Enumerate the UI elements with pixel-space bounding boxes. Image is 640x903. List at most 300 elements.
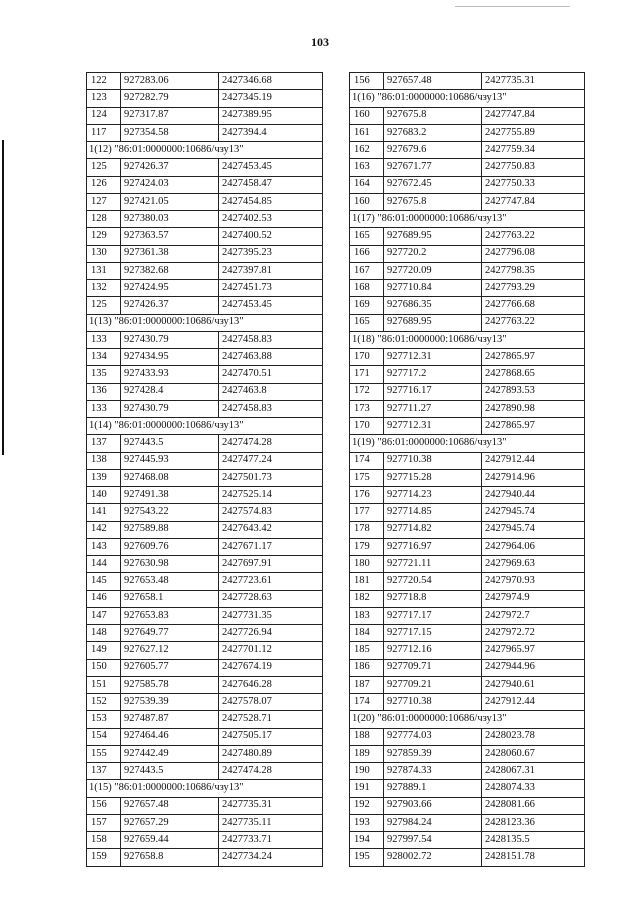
y-coordinate: 2427735.31 <box>482 73 585 90</box>
point-number: 127 <box>87 193 121 210</box>
coordinate-row <box>87 262 323 279</box>
coordinate-row <box>350 366 585 383</box>
coordinate-row <box>350 349 585 366</box>
x-coordinate: 927717.15 <box>384 625 482 642</box>
y-coordinate: 2427944.96 <box>482 659 585 676</box>
y-coordinate: 2427451.73 <box>219 280 323 297</box>
x-coordinate: 927657.29 <box>121 814 219 831</box>
point-number: 129 <box>87 228 121 245</box>
coordinate-row <box>87 711 323 728</box>
point-number: 177 <box>350 504 384 521</box>
point-number: 135 <box>87 366 121 383</box>
x-coordinate: 927720.09 <box>384 262 482 279</box>
y-coordinate: 2427480.89 <box>219 745 323 762</box>
point-number: 146 <box>87 590 121 607</box>
y-coordinate: 2427865.97 <box>482 349 585 366</box>
y-coordinate: 2427731.35 <box>219 607 323 624</box>
point-number: 182 <box>350 590 384 607</box>
y-coordinate: 2427697.91 <box>219 556 323 573</box>
y-coordinate: 2427453.45 <box>219 297 323 314</box>
x-coordinate: 927657.48 <box>384 73 482 90</box>
parcel-header: 1(17) "86:01:0000000:10686/чзу13" <box>350 211 585 228</box>
y-coordinate: 2427397.81 <box>219 262 323 279</box>
y-coordinate: 2427394.4 <box>219 124 323 141</box>
point-number: 150 <box>87 659 121 676</box>
y-coordinate: 2427470.51 <box>219 366 323 383</box>
y-coordinate: 2427474.28 <box>219 763 323 780</box>
coordinate-row <box>350 176 585 193</box>
coordinate-row <box>350 159 585 176</box>
coordinate-row <box>350 763 585 780</box>
x-coordinate: 927686.35 <box>384 297 482 314</box>
y-coordinate: 2427766.68 <box>482 297 585 314</box>
y-coordinate: 2427965.97 <box>482 642 585 659</box>
parcel-header: 1(13) "86:01:0000000:10686/чзу13" <box>87 314 323 331</box>
y-coordinate: 2427893.53 <box>482 383 585 400</box>
margin-binding-bar <box>2 140 4 455</box>
point-number: 141 <box>87 504 121 521</box>
parcel-header-row <box>350 711 585 728</box>
x-coordinate: 927657.48 <box>121 797 219 814</box>
coordinate-row <box>87 573 323 590</box>
point-number: 152 <box>87 694 121 711</box>
y-coordinate: 2428123.36 <box>482 814 585 831</box>
y-coordinate: 2427735.11 <box>219 814 323 831</box>
coordinate-row <box>87 107 323 124</box>
point-number: 144 <box>87 556 121 573</box>
x-coordinate: 927889.1 <box>384 780 482 797</box>
coordinate-row <box>87 676 323 693</box>
point-number: 125 <box>87 297 121 314</box>
coordinate-row <box>87 538 323 555</box>
coordinate-row <box>87 159 323 176</box>
x-coordinate: 927464.46 <box>121 728 219 745</box>
point-number: 122 <box>87 73 121 90</box>
page-number: 103 <box>311 35 329 49</box>
point-number: 164 <box>350 176 384 193</box>
x-coordinate: 927491.38 <box>121 487 219 504</box>
coordinate-row <box>350 728 585 745</box>
y-coordinate: 2427458.47 <box>219 176 323 193</box>
coordinate-row <box>87 73 323 90</box>
point-number: 156 <box>87 797 121 814</box>
y-coordinate: 2427750.33 <box>482 176 585 193</box>
coordinate-row <box>350 607 585 624</box>
coordinate-row <box>87 90 323 107</box>
coordinate-row <box>87 832 323 849</box>
coordinate-row <box>87 435 323 452</box>
y-coordinate: 2428060.67 <box>482 745 585 762</box>
y-coordinate: 2427970.93 <box>482 573 585 590</box>
point-number: 170 <box>350 349 384 366</box>
x-coordinate: 927720.2 <box>384 245 482 262</box>
x-coordinate: 927712.31 <box>384 349 482 366</box>
y-coordinate: 2427674.19 <box>219 659 323 676</box>
coordinate-row <box>350 745 585 762</box>
y-coordinate: 2427763.22 <box>482 228 585 245</box>
y-coordinate: 2427763.22 <box>482 314 585 331</box>
point-number: 169 <box>350 297 384 314</box>
coordinate-row <box>350 142 585 159</box>
y-coordinate: 2427454.85 <box>219 193 323 210</box>
coordinate-row <box>350 73 585 90</box>
parcel-header-row <box>350 331 585 348</box>
y-coordinate: 2427940.44 <box>482 487 585 504</box>
coordinate-row <box>350 556 585 573</box>
x-coordinate: 927605.77 <box>121 659 219 676</box>
x-coordinate: 927679.6 <box>384 142 482 159</box>
point-number: 158 <box>87 832 121 849</box>
top-decorative-rule <box>455 6 570 7</box>
x-coordinate: 927714.82 <box>384 521 482 538</box>
x-coordinate: 927627.12 <box>121 642 219 659</box>
point-number: 161 <box>350 124 384 141</box>
coordinate-row <box>350 262 585 279</box>
point-number: 123 <box>87 90 121 107</box>
y-coordinate: 2427796.08 <box>482 245 585 262</box>
point-number: 143 <box>87 538 121 555</box>
x-coordinate: 927671.77 <box>384 159 482 176</box>
point-number: 187 <box>350 676 384 693</box>
x-coordinate: 927361.38 <box>121 245 219 262</box>
x-coordinate: 927653.83 <box>121 607 219 624</box>
point-number: 192 <box>350 797 384 814</box>
x-coordinate: 927710.38 <box>384 452 482 469</box>
point-number: 175 <box>350 469 384 486</box>
parcel-header-row <box>87 780 323 797</box>
y-coordinate: 2427865.97 <box>482 418 585 435</box>
parcel-header: 1(14) "86:01:0000000:10686/чзу13" <box>87 418 323 435</box>
point-number: 183 <box>350 607 384 624</box>
y-coordinate: 2427505.17 <box>219 728 323 745</box>
point-number: 137 <box>87 435 121 452</box>
x-coordinate: 927653.48 <box>121 573 219 590</box>
coordinate-row <box>350 642 585 659</box>
x-coordinate: 927675.8 <box>384 107 482 124</box>
point-number: 153 <box>87 711 121 728</box>
x-coordinate: 927539.39 <box>121 694 219 711</box>
point-number: 174 <box>350 452 384 469</box>
coordinate-row <box>87 504 323 521</box>
coordinate-row <box>350 383 585 400</box>
point-number: 155 <box>87 745 121 762</box>
point-number: 162 <box>350 142 384 159</box>
coordinate-row <box>87 797 323 814</box>
y-coordinate: 2427345.19 <box>219 90 323 107</box>
y-coordinate: 2427747.84 <box>482 193 585 210</box>
x-coordinate: 927589.88 <box>121 521 219 538</box>
point-number: 136 <box>87 383 121 400</box>
y-coordinate: 2427346.68 <box>219 73 323 90</box>
point-number: 193 <box>350 814 384 831</box>
coordinate-row <box>350 573 585 590</box>
x-coordinate: 927649.77 <box>121 625 219 642</box>
coordinate-row <box>350 590 585 607</box>
point-number: 165 <box>350 228 384 245</box>
y-coordinate: 2427914.96 <box>482 469 585 486</box>
x-coordinate: 927903.66 <box>384 797 482 814</box>
x-coordinate: 927426.37 <box>121 297 219 314</box>
point-number: 126 <box>87 176 121 193</box>
coordinate-row <box>87 280 323 297</box>
coordinate-row <box>350 418 585 435</box>
x-coordinate: 927468.08 <box>121 469 219 486</box>
coordinate-row <box>87 245 323 262</box>
x-coordinate: 927434.95 <box>121 349 219 366</box>
x-coordinate: 927672.45 <box>384 176 482 193</box>
coordinate-row <box>87 625 323 642</box>
y-coordinate: 2428135.5 <box>482 832 585 849</box>
point-number: 124 <box>87 107 121 124</box>
x-coordinate: 927709.71 <box>384 659 482 676</box>
coordinate-row <box>87 694 323 711</box>
y-coordinate: 2427868.65 <box>482 366 585 383</box>
coordinate-row <box>87 452 323 469</box>
point-number: 179 <box>350 538 384 555</box>
parcel-header: 1(19) "86:01:0000000:10686/чзу13" <box>350 435 585 452</box>
point-number: 178 <box>350 521 384 538</box>
y-coordinate: 2427755.89 <box>482 124 585 141</box>
coordinate-row <box>87 659 323 676</box>
y-coordinate: 2428081.66 <box>482 797 585 814</box>
point-number: 130 <box>87 245 121 262</box>
x-coordinate: 927543.22 <box>121 504 219 521</box>
y-coordinate: 2427945.74 <box>482 521 585 538</box>
parcel-header-row <box>87 314 323 331</box>
coordinate-row <box>87 487 323 504</box>
coordinate-row <box>87 297 323 314</box>
y-coordinate: 2427912.44 <box>482 452 585 469</box>
x-coordinate: 927683.2 <box>384 124 482 141</box>
point-number: 159 <box>87 849 121 866</box>
coordinate-row <box>350 400 585 417</box>
coordinate-row <box>350 694 585 711</box>
y-coordinate: 2427798.35 <box>482 262 585 279</box>
coordinates-table-left <box>86 72 323 867</box>
point-number: 160 <box>350 107 384 124</box>
point-number: 132 <box>87 280 121 297</box>
x-coordinate: 927380.03 <box>121 211 219 228</box>
x-coordinate: 927718.8 <box>384 590 482 607</box>
x-coordinate: 927283.06 <box>121 73 219 90</box>
point-number: 181 <box>350 573 384 590</box>
point-number: 128 <box>87 211 121 228</box>
point-number: 156 <box>350 73 384 90</box>
point-number: 117 <box>87 124 121 141</box>
y-coordinate: 2427733.71 <box>219 832 323 849</box>
x-coordinate: 927442.49 <box>121 745 219 762</box>
y-coordinate: 2428023.78 <box>482 728 585 745</box>
x-coordinate: 927715.28 <box>384 469 482 486</box>
parcel-header: 1(18) "86:01:0000000:10686/чзу13" <box>350 331 585 348</box>
x-coordinate: 927774.03 <box>384 728 482 745</box>
point-number: 172 <box>350 383 384 400</box>
x-coordinate: 927714.23 <box>384 487 482 504</box>
y-coordinate: 2427964.06 <box>482 538 585 555</box>
coordinate-row <box>350 676 585 693</box>
y-coordinate: 2427395.23 <box>219 245 323 262</box>
point-number: 142 <box>87 521 121 538</box>
x-coordinate: 927997.54 <box>384 832 482 849</box>
coordinate-row <box>350 314 585 331</box>
point-number: 168 <box>350 280 384 297</box>
point-number: 137 <box>87 763 121 780</box>
y-coordinate: 2427940.61 <box>482 676 585 693</box>
point-number: 176 <box>350 487 384 504</box>
coordinate-row <box>350 832 585 849</box>
point-number: 147 <box>87 607 121 624</box>
y-coordinate: 2427723.61 <box>219 573 323 590</box>
y-coordinate: 2427750.83 <box>482 159 585 176</box>
coordinate-row <box>87 124 323 141</box>
y-coordinate: 2427574.83 <box>219 504 323 521</box>
y-coordinate: 2427646.28 <box>219 676 323 693</box>
coordinate-row <box>87 383 323 400</box>
coordinate-row <box>87 763 323 780</box>
x-coordinate: 927443.5 <box>121 435 219 452</box>
coordinate-row <box>350 245 585 262</box>
y-coordinate: 2427735.31 <box>219 797 323 814</box>
x-coordinate: 927659.44 <box>121 832 219 849</box>
x-coordinate: 927363.57 <box>121 228 219 245</box>
point-number: 186 <box>350 659 384 676</box>
parcel-header-row <box>87 142 323 159</box>
y-coordinate: 2427389.95 <box>219 107 323 124</box>
y-coordinate: 2428074.33 <box>482 780 585 797</box>
y-coordinate: 2427734.24 <box>219 849 323 866</box>
y-coordinate: 2427945.74 <box>482 504 585 521</box>
point-number: 131 <box>87 262 121 279</box>
coordinate-row <box>87 400 323 417</box>
y-coordinate: 2427453.45 <box>219 159 323 176</box>
point-number: 140 <box>87 487 121 504</box>
y-coordinate: 2427501.73 <box>219 469 323 486</box>
x-coordinate: 927430.79 <box>121 400 219 417</box>
coordinate-row <box>350 107 585 124</box>
coordinate-row <box>350 849 585 866</box>
point-number: 191 <box>350 780 384 797</box>
x-coordinate: 927421.05 <box>121 193 219 210</box>
point-number: 171 <box>350 366 384 383</box>
point-number: 180 <box>350 556 384 573</box>
x-coordinate: 927430.79 <box>121 331 219 348</box>
x-coordinate: 927609.76 <box>121 538 219 555</box>
x-coordinate: 927709.21 <box>384 676 482 693</box>
y-coordinate: 2427474.28 <box>219 435 323 452</box>
x-coordinate: 927658.1 <box>121 590 219 607</box>
point-number: 139 <box>87 469 121 486</box>
point-number: 190 <box>350 763 384 780</box>
point-number: 133 <box>87 331 121 348</box>
y-coordinate: 2427701.12 <box>219 642 323 659</box>
point-number: 195 <box>350 849 384 866</box>
coordinate-row <box>350 452 585 469</box>
x-coordinate: 927689.95 <box>384 314 482 331</box>
parcel-header-row <box>350 90 585 107</box>
y-coordinate: 2427890.98 <box>482 400 585 417</box>
point-number: 163 <box>350 159 384 176</box>
parcel-header-row <box>350 211 585 228</box>
y-coordinate: 2427400.52 <box>219 228 323 245</box>
coordinate-row <box>87 745 323 762</box>
x-coordinate: 927859.39 <box>384 745 482 762</box>
coordinate-row <box>87 814 323 831</box>
point-number: 166 <box>350 245 384 262</box>
x-coordinate: 927710.38 <box>384 694 482 711</box>
x-coordinate: 927714.85 <box>384 504 482 521</box>
coordinate-row <box>350 797 585 814</box>
y-coordinate: 2427458.83 <box>219 331 323 348</box>
y-coordinate: 2427972.7 <box>482 607 585 624</box>
point-number: 167 <box>350 262 384 279</box>
x-coordinate: 927424.03 <box>121 176 219 193</box>
point-number: 134 <box>87 349 121 366</box>
coordinate-row <box>350 538 585 555</box>
y-coordinate: 2427458.83 <box>219 400 323 417</box>
point-number: 154 <box>87 728 121 745</box>
x-coordinate: 927585.78 <box>121 676 219 693</box>
coordinate-row <box>350 280 585 297</box>
coordinate-row <box>87 728 323 745</box>
parcel-header-row <box>350 435 585 452</box>
x-coordinate: 927630.98 <box>121 556 219 573</box>
y-coordinate: 2427974.9 <box>482 590 585 607</box>
coordinate-row <box>87 590 323 607</box>
coordinate-row <box>350 521 585 538</box>
x-coordinate: 927874.33 <box>384 763 482 780</box>
x-coordinate: 927443.5 <box>121 763 219 780</box>
y-coordinate: 2427525.14 <box>219 487 323 504</box>
y-coordinate: 2427728.63 <box>219 590 323 607</box>
coordinate-row <box>87 642 323 659</box>
x-coordinate: 927712.16 <box>384 642 482 659</box>
coordinate-row <box>350 659 585 676</box>
coordinate-row <box>87 366 323 383</box>
parcel-header: 1(16) "86:01:0000000:10686/чзу13" <box>350 90 585 107</box>
y-coordinate: 2427969.63 <box>482 556 585 573</box>
parcel-header: 1(15) "86:01:0000000:10686/чзу13" <box>87 780 323 797</box>
y-coordinate: 2427643.42 <box>219 521 323 538</box>
coordinate-row <box>350 297 585 314</box>
coordinate-row <box>87 349 323 366</box>
x-coordinate: 927487.87 <box>121 711 219 728</box>
x-coordinate: 927711.27 <box>384 400 482 417</box>
y-coordinate: 2427972.72 <box>482 625 585 642</box>
x-coordinate: 927712.31 <box>384 418 482 435</box>
x-coordinate: 927675.8 <box>384 193 482 210</box>
coordinate-row <box>87 331 323 348</box>
y-coordinate: 2427793.29 <box>482 280 585 297</box>
y-coordinate: 2427528.71 <box>219 711 323 728</box>
x-coordinate: 927984.24 <box>384 814 482 831</box>
point-number: 148 <box>87 625 121 642</box>
coordinate-row <box>87 193 323 210</box>
y-coordinate: 2427477.24 <box>219 452 323 469</box>
x-coordinate: 927354.58 <box>121 124 219 141</box>
x-coordinate: 927426.37 <box>121 159 219 176</box>
coordinate-row <box>87 607 323 624</box>
point-number: 170 <box>350 418 384 435</box>
x-coordinate: 927716.17 <box>384 383 482 400</box>
parcel-header: 1(20) "86:01:0000000:10686/чзу13" <box>350 711 585 728</box>
y-coordinate: 2427747.84 <box>482 107 585 124</box>
x-coordinate: 927282.79 <box>121 90 219 107</box>
point-number: 125 <box>87 159 121 176</box>
coordinate-row <box>350 814 585 831</box>
coordinate-row <box>87 521 323 538</box>
point-number: 145 <box>87 573 121 590</box>
coordinates-table-right <box>349 72 585 867</box>
